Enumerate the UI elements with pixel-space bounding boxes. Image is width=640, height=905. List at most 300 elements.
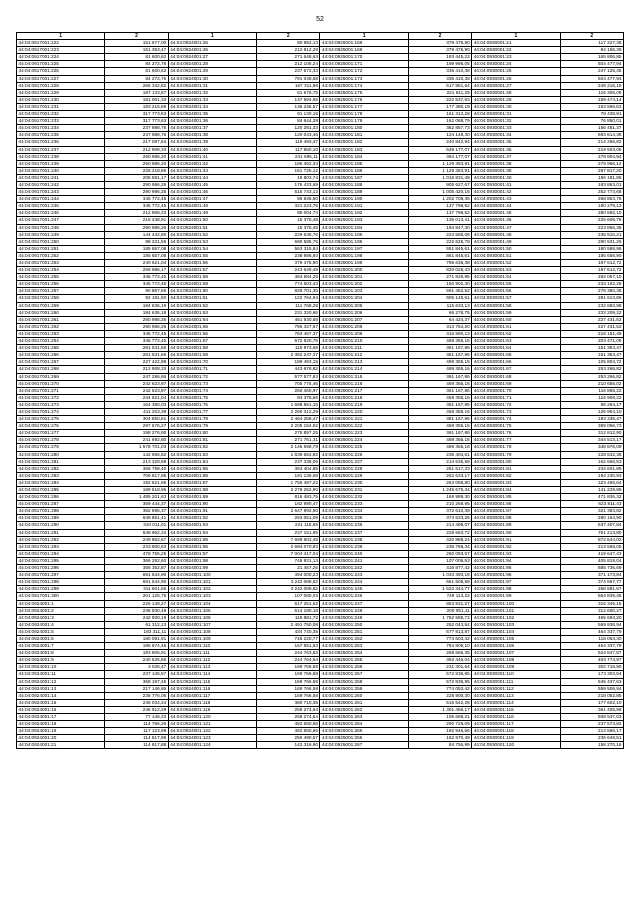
cadastral-value-cell: 1 033 393,16 — [408, 572, 471, 579]
cadastral-value-cell: 761 213,80 — [560, 529, 623, 536]
cadastral-value-cell: 242 623,97 — [105, 380, 168, 387]
cadastral-number-cell: 44:04:0917001:275 — [17, 416, 105, 423]
cadastral-value-cell: 240 842,94 — [408, 139, 471, 146]
cadastral-value-cell: 489 355,16 — [408, 437, 471, 444]
cadastral-value-cell: 2 146 598,79 — [257, 444, 320, 451]
cadastral-number-cell: 44:04:0930001:88 — [472, 515, 560, 522]
table-row — [17, 139, 624, 146]
cadastral-number-cell: 44:04:0925001:246 — [320, 593, 408, 600]
cadastral-number-cell: 44:04:0925001:178 — [320, 111, 408, 118]
cadastral-value-cell: 3 242 089,82 — [257, 586, 320, 593]
cadastral-number-cell: 44:04:0917001:291 — [17, 529, 105, 536]
cadastral-number-cell: 44:04:0930001:95 — [472, 565, 560, 572]
cadastral-number-cell: 44:04:0924001:44 — [168, 174, 256, 181]
cadastral-value-cell: 1 129 383,91 — [408, 167, 471, 174]
cadastral-value-cell: 115 306,06 — [560, 89, 623, 96]
cadastral-value-cell: 222 625,79 — [408, 238, 471, 245]
cadastral-value-cell: 237 988,76 — [105, 125, 168, 132]
cadastral-value-table — [16, 32, 624, 749]
cadastral-number-cell: 44:04:0924001:87 — [168, 479, 256, 486]
cadastral-value-cell: 405 819,04 — [560, 557, 623, 564]
cadastral-value-cell: 693 614,36 — [560, 132, 623, 139]
cadastral-value-cell: 316 590,13 — [408, 330, 471, 337]
cadastral-value-cell: 243 649,49 — [257, 267, 320, 274]
cadastral-value-cell: 111 768,28 — [257, 302, 320, 309]
table-row — [17, 359, 624, 366]
table-header-row — [17, 33, 624, 40]
cadastral-number-cell: 44:04:0924001:103 — [168, 593, 256, 600]
table-row — [17, 728, 624, 735]
cadastral-number-cell: 44:04:0924001:83 — [168, 451, 256, 458]
cadastral-value-cell: 193 445,22 — [408, 54, 471, 61]
cadastral-value-cell: 545 437,63 — [560, 678, 623, 685]
table-row — [17, 508, 624, 515]
cadastral-number-cell: 44:04:0930001:33 — [472, 125, 560, 132]
cadastral-value-cell: 250 460,97 — [257, 387, 320, 394]
table-row — [17, 494, 624, 501]
cadastral-value-cell: 312 600,27 — [560, 607, 623, 614]
cadastral-number-cell: 44:04:0930001:110 — [472, 671, 560, 678]
cadastral-value-cell: 454 584,26 — [257, 274, 320, 281]
cadastral-value-cell: 237 145,57 — [105, 671, 168, 678]
table-row — [17, 75, 624, 82]
cadastral-number-cell: 44:04:0925001:194 — [320, 224, 408, 231]
cadastral-value-cell: 164 380,03 — [105, 401, 168, 408]
cadastral-value-cell: 304 850,51 — [105, 416, 168, 423]
cadastral-number-cell: 44:04:0925001:233 — [320, 501, 408, 508]
cadastral-number-cell: 44:04:0917001:245 — [17, 203, 105, 210]
cadastral-number-cell: 44:04:0930001:104 — [472, 628, 560, 635]
cadastral-value-cell: 278 804,94 — [560, 153, 623, 160]
cadastral-value-cell: 2 260 312,29 — [257, 408, 320, 415]
cadastral-number-cell: 44:04:0924001:82 — [168, 444, 256, 451]
table-row — [17, 479, 624, 486]
cadastral-number-cell: 44:04:0924001:4 — [17, 621, 105, 628]
cadastral-value-cell: 382 695,37 — [105, 508, 168, 515]
cadastral-value-cell: 90 867,56 — [105, 288, 168, 295]
cadastral-number-cell: 44:04:0925001:245 — [320, 586, 408, 593]
cadastral-value-cell: 419 647,43 — [560, 550, 623, 557]
table-row — [17, 529, 624, 536]
cadastral-number-cell: 44:04:0930001:96 — [472, 572, 560, 579]
cadastral-value-cell: 551 845,61 — [408, 245, 471, 252]
cadastral-number-cell: 44:04:0925001:229 — [320, 472, 408, 479]
cadastral-number-cell: 44:04:0917001:248 — [17, 224, 105, 231]
cadastral-number-cell: 44:04:0930001:35 — [472, 139, 560, 146]
cadastral-number-cell: 44:04:0924001:67 — [168, 338, 256, 345]
cadastral-number-cell: 44:04:0930001:30 — [472, 103, 560, 110]
cadastral-number-cell: 44:04:0925001:179 — [320, 118, 408, 125]
cadastral-number-cell: 44:04:0930001:52 — [472, 260, 560, 267]
cadastral-number-cell: 44:04:0924001:59 — [168, 281, 256, 288]
cadastral-value-cell: 260 093,57 — [408, 550, 471, 557]
cadastral-number-cell: 44:04:0930001:71 — [472, 394, 560, 401]
cadastral-value-cell: 461 930,68 — [257, 316, 320, 323]
cadastral-value-cell: 186 674,46 — [105, 643, 168, 650]
cadastral-value-cell: 344 513,17 — [560, 437, 623, 444]
cadastral-number-cell: 44:04:0917001:282 — [17, 465, 105, 472]
cadastral-number-cell: 44:04:0925001:227 — [320, 458, 408, 465]
cadastral-value-cell: 218 052,85 — [560, 692, 623, 699]
cadastral-number-cell: 44:04:0917001:246 — [17, 210, 105, 217]
cadastral-number-cell: 44:04:0925001:187 — [320, 174, 408, 181]
cadastral-number-cell: 44:04:0924001:51 — [168, 224, 256, 231]
cadastral-number-cell: 44:04:0925001:261 — [320, 699, 408, 706]
cadastral-number-cell: 44:04:0930001:79 — [472, 451, 560, 458]
cadastral-value-cell: 187 133,67 — [105, 89, 168, 96]
table-row — [17, 96, 624, 103]
cadastral-number-cell: 44:04:0924001:41 — [168, 153, 256, 160]
cadastral-value-cell: 219 503,06 — [560, 146, 623, 153]
cadastral-number-cell: 44:04:0924001:46 — [168, 189, 256, 196]
cadastral-number-cell: 44:04:0925001:225 — [320, 444, 408, 451]
table-row — [17, 487, 624, 494]
cadastral-number-cell: 44:04:0924001:77 — [168, 408, 256, 415]
cadastral-value-cell: 872 644,02 — [560, 536, 623, 543]
cadastral-number-cell: 44:04:0925001:172 — [320, 68, 408, 75]
cadastral-number-cell: 44:04:0917001:233 — [17, 118, 105, 125]
cadastral-number-cell: 44:04:0925001:208 — [320, 323, 408, 330]
cadastral-number-cell: 44:04:0930001:62 — [472, 330, 560, 337]
table-row — [17, 628, 624, 635]
cadastral-number-cell: 44:04:0925001:173 — [320, 75, 408, 82]
table-row — [17, 330, 624, 337]
cadastral-value-cell: 162 068,79 — [408, 118, 471, 125]
cadastral-value-cell: 615 743,13 — [257, 189, 320, 196]
cadastral-value-cell: 183 805,91 — [105, 650, 168, 657]
cadastral-number-cell: 44:04:0924001:27 — [168, 54, 256, 61]
cadastral-value-cell: 198 276,90 — [105, 430, 168, 437]
cadastral-value-cell: 222 537,83 — [408, 96, 471, 103]
cadastral-number-cell: 44:04:0917001:243 — [17, 189, 105, 196]
cadastral-value-cell: 91 130,16 — [257, 111, 320, 118]
cadastral-number-cell: 44:04:0924001:118 — [168, 699, 256, 706]
cadastral-number-cell: 44:04:0925001:230 — [320, 479, 408, 486]
cadastral-value-cell: 709 817,95 — [105, 472, 168, 479]
cadastral-value-cell: 107 080,03 — [257, 593, 320, 600]
cadastral-number-cell: 44:04:0925001:248 — [320, 607, 408, 614]
cadastral-number-cell: 44:04:0930001:42 — [472, 189, 560, 196]
cadastral-number-cell: 44:04:0924001:3 — [17, 614, 105, 621]
cadastral-number-cell: 44:04:0930001:23 — [472, 54, 560, 61]
cadastral-number-cell: 44:04:0925001:209 — [320, 330, 408, 337]
cadastral-value-cell: 120 043,46 — [257, 132, 320, 139]
cadastral-value-cell: 228 900,30 — [408, 692, 471, 699]
cadastral-value-cell: 361 167,86 — [408, 387, 471, 394]
cadastral-number-cell: 44:04:0930001:89 — [472, 522, 560, 529]
table-row — [17, 252, 624, 259]
cadastral-number-cell: 44:04:0917001:256 — [17, 281, 105, 288]
cadastral-number-cell: 44:04:0924001:63 — [168, 309, 256, 316]
cadastral-number-cell: 44:04:0925001:200 — [320, 267, 408, 274]
cadastral-number-cell: 44:04:0930001:106 — [472, 643, 560, 650]
cadastral-number-cell: 44:04:0924001:35 — [168, 111, 256, 118]
table-row — [17, 387, 624, 394]
cadastral-value-cell: 489 355,16 — [408, 359, 471, 366]
cadastral-value-cell: 158 270,16 — [560, 742, 623, 749]
cadastral-number-cell: 44:04:0930001:55 — [472, 281, 560, 288]
cadastral-value-cell: 816 483,75 — [257, 494, 320, 501]
cadastral-value-cell: 151 353,47 — [105, 47, 168, 54]
cadastral-number-cell: 44:04:0930001:61 — [472, 323, 560, 330]
cadastral-number-cell: 44:04:0924001:122 — [168, 728, 256, 735]
cadastral-number-cell: 44:04:0930001:87 — [472, 508, 560, 515]
cadastral-value-cell: 117 850,10 — [257, 146, 320, 153]
cadastral-number-cell: 44:04:0925001:247 — [320, 600, 408, 607]
cadastral-number-cell: 44:04:0930001:54 — [472, 274, 560, 281]
cadastral-number-cell: 44:04:0930001:53 — [472, 267, 560, 274]
table-row — [17, 678, 624, 685]
cadastral-number-cell: 44:04:0924001:6 — [17, 635, 105, 642]
cadastral-value-cell: 217 087,64 — [105, 139, 168, 146]
cadastral-value-cell: 95 004,74 — [257, 210, 320, 217]
cadastral-number-cell: 44:04:0917001:237 — [17, 146, 105, 153]
cadastral-number-cell: 44:04:0917001:223 — [17, 47, 105, 54]
cadastral-value-cell: 336 410,38 — [408, 75, 471, 82]
cadastral-value-cell: 184 636,19 — [105, 309, 168, 316]
cadastral-value-cell: 136 246,57 — [257, 103, 320, 110]
cadastral-number-cell: 44:04:0917001:274 — [17, 408, 105, 415]
cadastral-number-cell: 44:04:0924001:114 — [168, 671, 256, 678]
cadastral-number-cell: 44:04:0924001:64 — [168, 316, 256, 323]
cadastral-value-cell: 183 311,11 — [105, 628, 168, 635]
cadastral-value-cell: 226 148,27 — [105, 600, 168, 607]
table-row — [17, 685, 624, 692]
cadastral-number-cell: 44:04:0930001:28 — [472, 89, 560, 96]
cadastral-value-cell: 661 505,58 — [408, 579, 471, 586]
cadastral-number-cell: 44:04:0925001:170 — [320, 54, 408, 61]
cadastral-value-cell: 237 672,33 — [257, 68, 320, 75]
cadastral-number-cell: 44:04:0930001:60 — [472, 316, 560, 323]
cadastral-number-cell: 44:04:0917001:244 — [17, 196, 105, 203]
cadastral-value-cell: 247 125,45 — [560, 68, 623, 75]
cadastral-number-cell: 44:04:0930001:58 — [472, 302, 560, 309]
cadastral-value-cell: 381 167,86 — [408, 416, 471, 423]
cadastral-number-cell: 44:04:0930001:100 — [472, 600, 560, 607]
cadastral-number-cell: 44:04:0924001:121 — [168, 721, 256, 728]
cadastral-number-cell: 44:04:0925001:226 — [320, 451, 408, 458]
cadastral-value-cell: 115 973,69 — [257, 345, 320, 352]
cadastral-value-cell: 238 776,06 — [105, 692, 168, 699]
cadastral-value-cell: 280 682,10 — [560, 210, 623, 217]
cadastral-number-cell: 44:04:0925001:251 — [320, 628, 408, 635]
cadastral-number-cell: 44:04:0930001:70 — [472, 387, 560, 394]
cadastral-number-cell: 44:04:0917001:293 — [17, 543, 105, 550]
cadastral-number-cell: 44:04:0925001:175 — [320, 89, 408, 96]
cadastral-value-cell: 253 266,82 — [560, 366, 623, 373]
cadastral-number-cell: 44:04:0930001:116 — [472, 714, 560, 721]
cadastral-number-cell: 44:04:0930001:115 — [472, 706, 560, 713]
cadastral-value-cell: 345 772,45 — [105, 281, 168, 288]
cadastral-value-cell: 114 766,26 — [105, 721, 168, 728]
cadastral-value-cell: 362 446,04 — [408, 657, 471, 664]
cadastral-number-cell: 44:04:0930001:29 — [472, 96, 560, 103]
cadastral-value-cell: 81 600,62 — [105, 54, 168, 61]
cadastral-value-cell: 1 301 456,17 — [408, 706, 471, 713]
cadastral-number-cell: 44:04:0925001:203 — [320, 288, 408, 295]
cadastral-value-cell: 774 603,43 — [257, 281, 320, 288]
cadastral-value-cell: 559 506,94 — [560, 685, 623, 692]
cadastral-value-cell: 84 272,76 — [105, 75, 168, 82]
cadastral-value-cell: 2 464 258,47 — [257, 416, 320, 423]
cadastral-number-cell: 44:04:0925001:193 — [320, 217, 408, 224]
cadastral-number-cell: 44:04:0924001:123 — [168, 735, 256, 742]
cadastral-number-cell: 44:04:0924001:2 — [17, 607, 105, 614]
cadastral-value-cell: 181 061,33 — [105, 96, 168, 103]
cadastral-number-cell: 44:04:0917001:234 — [17, 125, 105, 132]
table-row — [17, 401, 624, 408]
cadastral-value-cell: 231 695,11 — [257, 153, 320, 160]
cadastral-number-cell: 44:04:0924001:7 — [17, 643, 105, 650]
cadastral-number-cell: 44:04:0930001:113 — [472, 692, 560, 699]
cadastral-value-cell: 19 803,74 — [257, 174, 320, 181]
cadastral-number-cell: 44:04:0925001:190 — [320, 196, 408, 203]
cadastral-number-cell: 44:04:0930001:63 — [472, 338, 560, 345]
table-row — [17, 607, 624, 614]
table-row — [17, 671, 624, 678]
table-row — [17, 68, 624, 75]
cadastral-number-cell: 44:04:0924001:52 — [168, 231, 256, 238]
cadastral-number-cell: 44:04:0925001:212 — [320, 352, 408, 359]
cadastral-number-cell: 44:04:0930001:85 — [472, 494, 560, 501]
table-row — [17, 189, 624, 196]
cadastral-value-cell: 122 764,94 — [257, 295, 320, 302]
cadastral-value-cell: 237 151,95 — [257, 529, 320, 536]
header-cadastral-value: 2 — [408, 33, 471, 40]
cadastral-value-cell: 61 675,75 — [257, 89, 320, 96]
cadastral-number-cell: 44:04:0924001:45 — [168, 181, 256, 188]
table-row — [17, 692, 624, 699]
cadastral-value-cell: 161 312,28 — [408, 111, 471, 118]
cadastral-number-cell: 44:04:0924001:32 — [168, 89, 256, 96]
cadastral-value-cell: 151 353,47 — [560, 345, 623, 352]
cadastral-value-cell: 290 986,26 — [105, 189, 168, 196]
cadastral-number-cell: 44:04:0930001:41 — [472, 181, 560, 188]
cadastral-number-cell: 44:04:0924001:66 — [168, 330, 256, 337]
cadastral-number-cell: 44:04:0925001:201 — [320, 274, 408, 281]
cadastral-number-cell: 44:04:0925001:241 — [320, 557, 408, 564]
cadastral-value-cell: 258 681,67 — [560, 586, 623, 593]
cadastral-number-cell: 44:04:0925001:171 — [320, 61, 408, 68]
cadastral-number-cell: 44:04:0917001:299 — [17, 586, 105, 593]
cadastral-number-cell: 44:04:0917001:241 — [17, 174, 105, 181]
cadastral-value-cell: 379 475,90 — [408, 40, 471, 47]
cadastral-number-cell: 44:04:0924001:116 — [168, 685, 256, 692]
cadastral-value-cell: 906 145,61 — [408, 295, 471, 302]
cadastral-value-cell: 563 315,84 — [257, 245, 320, 252]
cadastral-value-cell: 201 125,75 — [105, 593, 168, 600]
cadastral-value-cell: 144 442,80 — [105, 231, 168, 238]
cadastral-number-cell: 44:04:0925001:265 — [320, 728, 408, 735]
cadastral-value-cell: 183 215,89 — [105, 103, 168, 110]
table-row — [17, 451, 624, 458]
cadastral-number-cell: 44:04:0925001:204 — [320, 295, 408, 302]
cadastral-value-cell: 141 229,89 — [560, 487, 623, 494]
cadastral-value-cell: 84 156,38 — [560, 47, 623, 54]
cadastral-value-cell: 361 167,86 — [408, 430, 471, 437]
cadastral-number-cell: 44:04:0924001:57 — [168, 267, 256, 274]
table-row — [17, 288, 624, 295]
cadastral-number-cell: 44:04:0924001:43 — [168, 167, 256, 174]
cadastral-number-cell: 44:04:0925001:250 — [320, 621, 408, 628]
cadastral-number-cell: 44:04:0917001:295 — [17, 557, 105, 564]
cadastral-number-cell: 44:04:0925001:191 — [320, 203, 408, 210]
cadastral-value-cell: 2 278 252,90 — [257, 487, 320, 494]
cadastral-number-cell: 44:04:0917001:270 — [17, 380, 105, 387]
cadastral-number-cell: 44:04:0924001:54 — [168, 245, 256, 252]
cadastral-value-cell: 321 383,82 — [560, 508, 623, 515]
cadastral-value-cell: 61 312,13 — [105, 621, 168, 628]
cadastral-number-cell: 44:04:0924001:1 — [17, 600, 105, 607]
cadastral-number-cell: 44:04:0925001:214 — [320, 366, 408, 373]
cadastral-value-cell: 169 766,58 — [257, 664, 320, 671]
cadastral-value-cell: 228 532,38 — [560, 451, 623, 458]
cadastral-number-cell: 44:04:0924001:39 — [168, 139, 256, 146]
cadastral-number-cell: 44:04:0930001:59 — [472, 309, 560, 316]
cadastral-number-cell: 44:04:0930001:48 — [472, 231, 560, 238]
table-row — [17, 118, 624, 125]
cadastral-value-cell: 290 986,26 — [105, 224, 168, 231]
cadastral-value-cell: 2 491 750,08 — [257, 621, 320, 628]
header-cadastral-value: 2 — [257, 33, 320, 40]
table-row — [17, 352, 624, 359]
table-row — [17, 345, 624, 352]
table-row — [17, 40, 624, 47]
cadastral-number-cell: 44:04:0925001:239 — [320, 543, 408, 550]
cadastral-value-cell: 791 048,58 — [257, 75, 320, 82]
cadastral-number-cell: 44:04:0930001:111 — [472, 678, 560, 685]
table-row — [17, 210, 624, 217]
cadastral-number-cell: 44:04:0917001:294 — [17, 550, 105, 557]
cadastral-value-cell: 218 151,49 — [560, 330, 623, 337]
cadastral-number-cell: 44:04:0924001:100 — [168, 572, 256, 579]
cadastral-value-cell: 258 853,76 — [560, 196, 623, 203]
cadastral-number-cell: 44:04:0924001:55 — [168, 252, 256, 259]
cadastral-value-cell: 214 256,82 — [560, 139, 623, 146]
cadastral-value-cell: 214 566,17 — [560, 728, 623, 735]
cadastral-number-cell: 44:04:0930001:27 — [472, 82, 560, 89]
cadastral-number-cell: 44:04:0924001:92 — [168, 515, 256, 522]
cadastral-number-cell: 44:04:0925001:231 — [320, 487, 408, 494]
cadastral-value-cell: 185 657,08 — [105, 252, 168, 259]
table-row — [17, 146, 624, 153]
cadastral-value-cell: 371 173,84 — [560, 572, 623, 579]
cadastral-value-cell: 617 251,62 — [257, 600, 320, 607]
cadastral-number-cell: 44:04:0917001:286 — [17, 494, 105, 501]
header-cadastral-number: 1 — [168, 33, 256, 40]
cadastral-number-cell: 44:04:0925001:238 — [320, 536, 408, 543]
cadastral-number-cell: 44:04:0917001:260 — [17, 309, 105, 316]
table-row — [17, 82, 624, 89]
cadastral-value-cell: 244 621,04 — [105, 394, 168, 401]
cadastral-number-cell: 44:04:0917001:280 — [17, 451, 105, 458]
cadastral-number-cell: 44:04:0924001:29 — [168, 68, 256, 75]
cadastral-number-cell: 44:04:0924001:9 — [17, 657, 105, 664]
cadastral-value-cell: 290 986,26 — [105, 181, 168, 188]
cadastral-value-cell: 361 167,86 — [408, 345, 471, 352]
cadastral-value-cell: 231 301,64 — [408, 664, 471, 671]
cadastral-value-cell: 189 618,96 — [105, 487, 168, 494]
cadastral-number-cell: 44:04:0930001:102 — [472, 614, 560, 621]
cadastral-value-cell: 7 699 903,48 — [257, 536, 320, 543]
cadastral-value-cell: 169 766,58 — [257, 671, 320, 678]
table-row — [17, 302, 624, 309]
cadastral-number-cell: 44:04:0930001:103 — [472, 621, 560, 628]
header-cadastral-value: 2 — [105, 33, 168, 40]
cadastral-number-cell: 44:04:0924001:73 — [168, 380, 256, 387]
cadastral-value-cell: 796 636,38 — [408, 260, 471, 267]
cadastral-value-cell: 258 274,64 — [257, 714, 320, 721]
